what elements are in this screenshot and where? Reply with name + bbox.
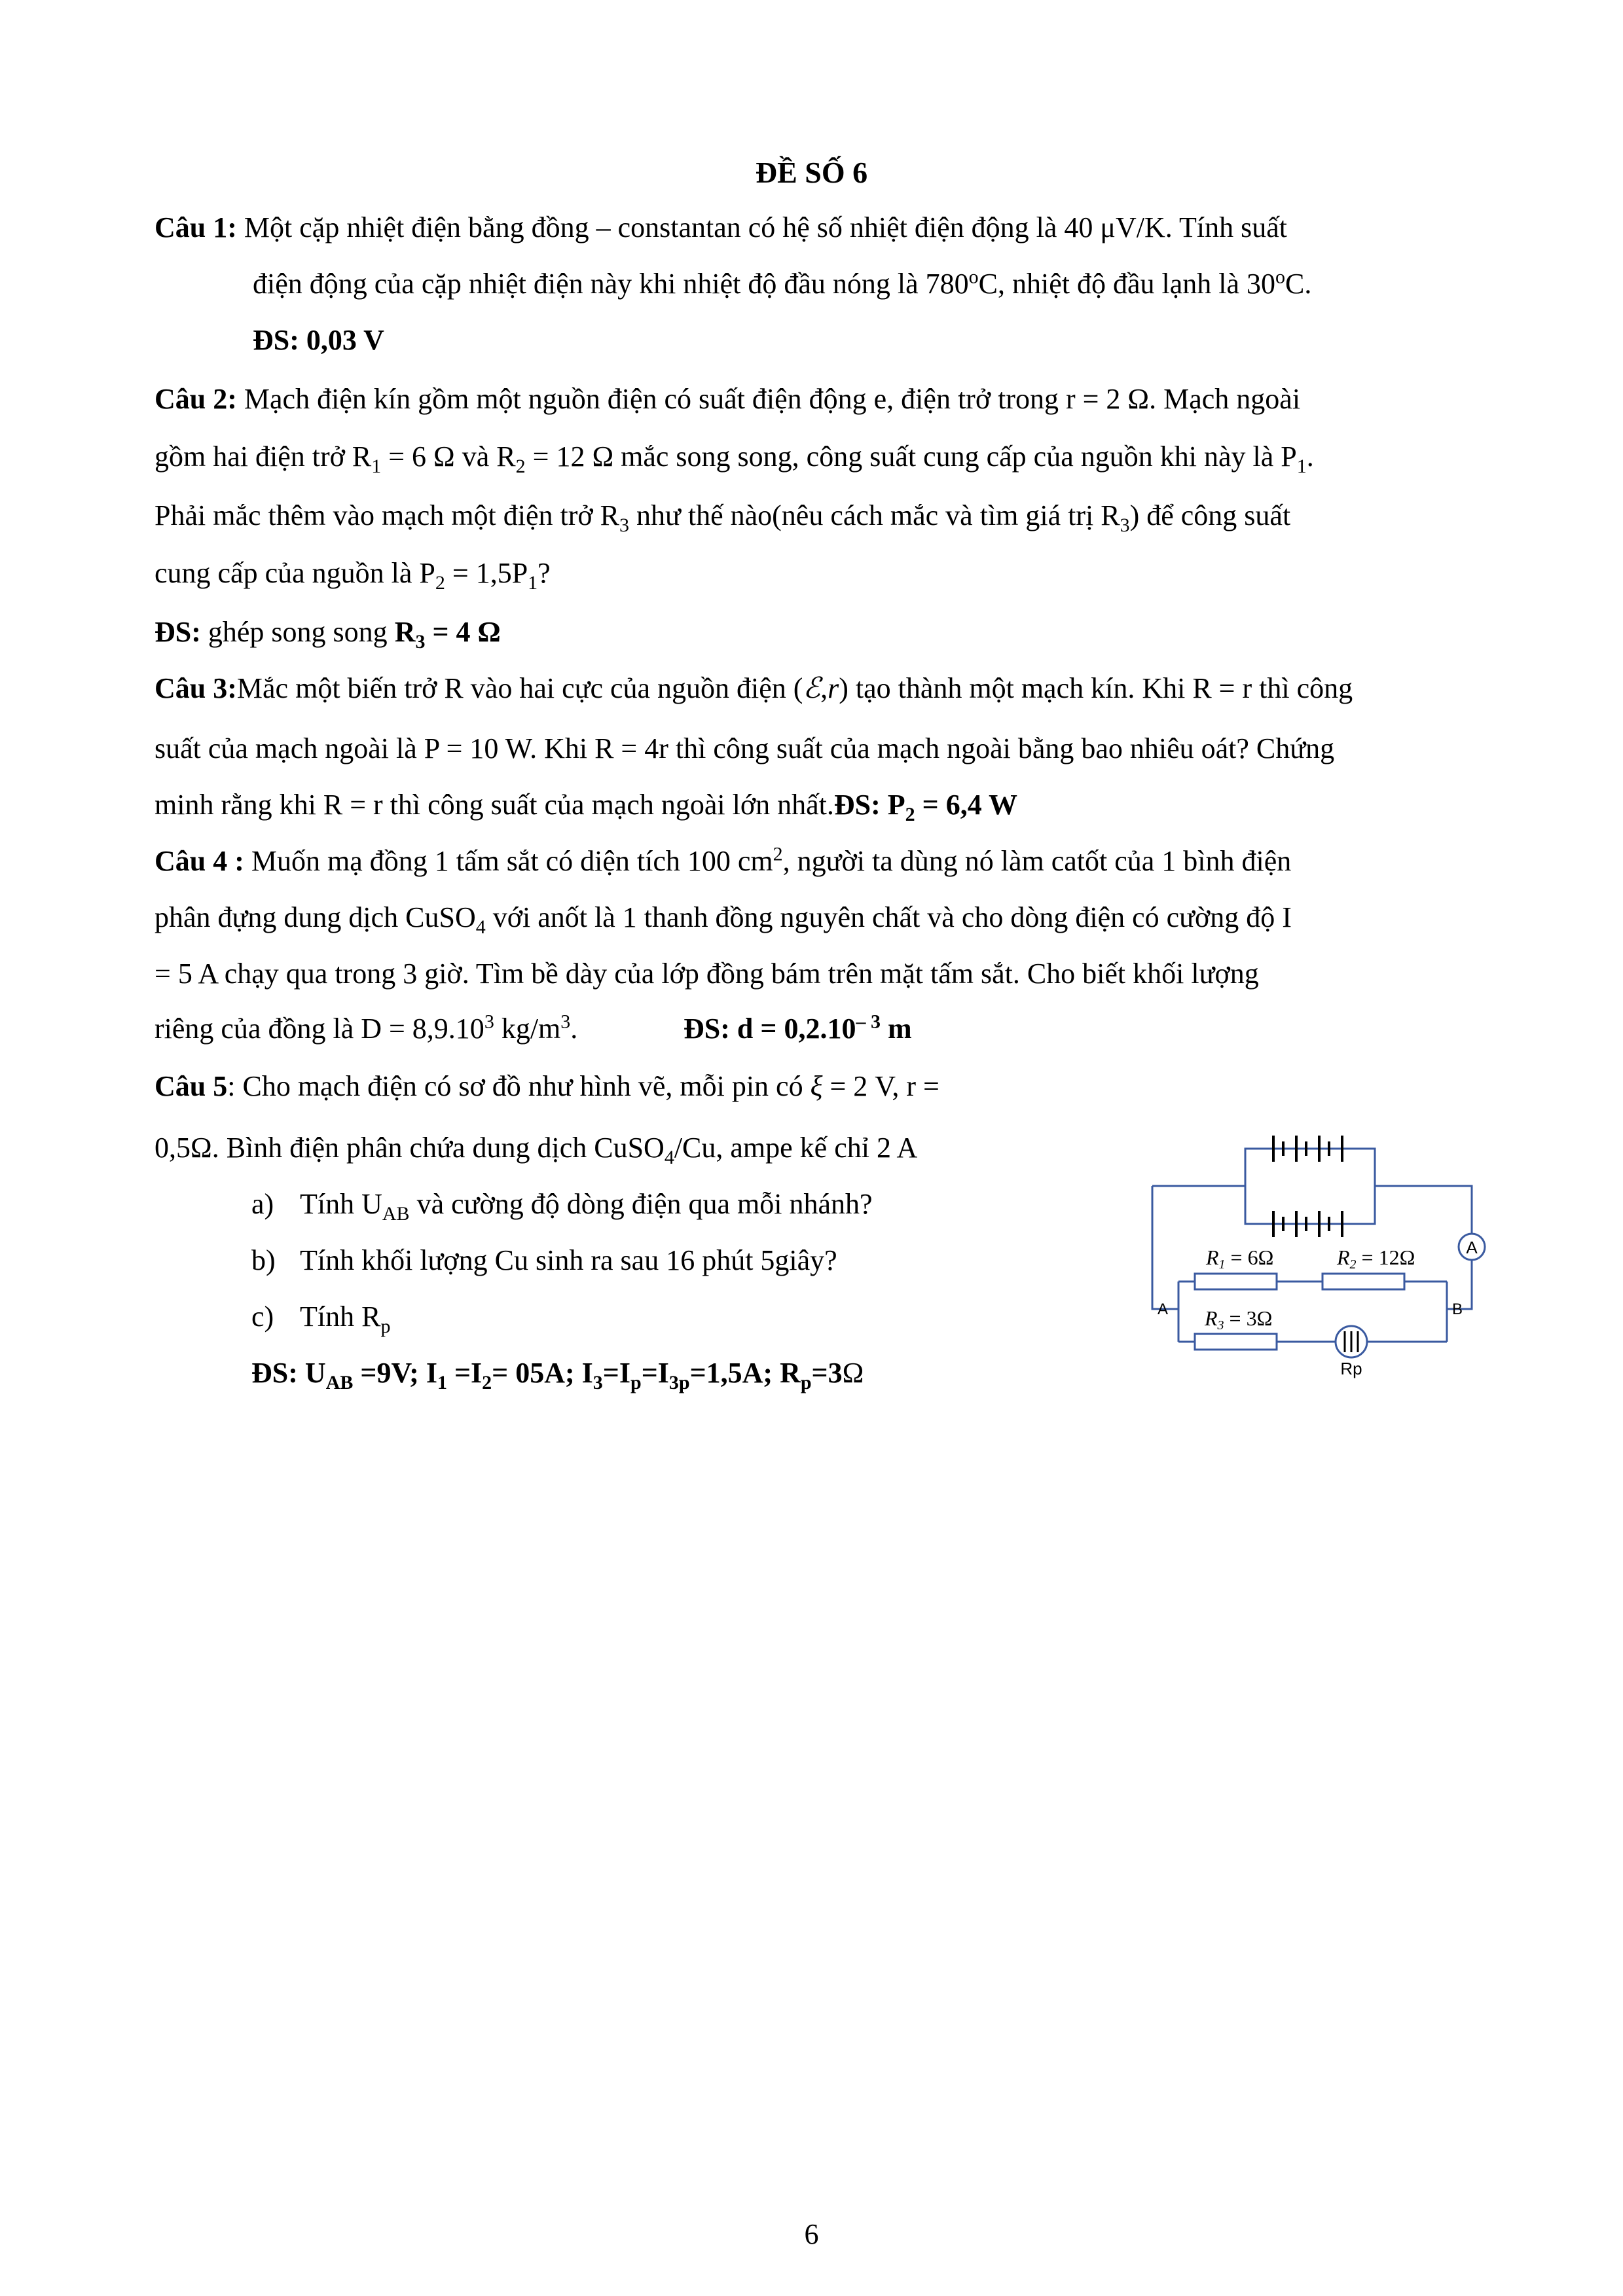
question-3-line-2: suất của mạch ngoài là P = 10 W. Khi R = 4r thì công suất của mạch ngoài bằng bao nhiêu oát? Chứng xyxy=(155,732,1335,764)
question-5b-text: Tính khối lượng Cu sinh ra sau 16 phút 5giây? xyxy=(300,1244,837,1276)
r2-label: R2 = 12Ω xyxy=(1337,1246,1415,1272)
resistor-r1 xyxy=(1195,1274,1277,1289)
question-4-line-4: riêng của đồng là $D = 8,9.10^3$ $kg/m^3$. xyxy=(155,1011,578,1045)
r3-label: R3 = 3Ω xyxy=(1205,1306,1273,1333)
question-2-answer: ĐS: ghép song song $R_3 = 4$ Ω xyxy=(155,616,501,653)
battery-bank-bottom xyxy=(1264,1211,1355,1237)
question-5-line-1: Câu 5: Cho mạch điện có sơ đồ như hình vẽ, mỗi pin có ξ = 2 V, r = xyxy=(155,1070,939,1102)
question-5a-label: a) xyxy=(251,1188,274,1220)
question-3-line-3: minh rằng khi R = r thì công suất của mạch ngoài lớn nhất.ĐS: $P_2 = 6,4$ W xyxy=(155,789,1017,825)
question-4-answer: ĐS: $d = 0,2.10^{- 3}$ m xyxy=(684,1011,912,1045)
question-5c-label: c) xyxy=(251,1300,274,1333)
question-4-line-1: Câu 4 : Muốn mạ đồng 1 tấm sắt có diện tích 100 $cm^2$, người ta dùng nó làm catốt của 1 bình điện xyxy=(155,843,1292,877)
node-a-label: A xyxy=(1158,1300,1169,1318)
question-1-line-2: điện động của cặp nhiệt điện này khi nhiệt độ đầu nóng là 780$^o$C, nhiệt độ đầu lạnh là 30$^o$C. xyxy=(253,266,1312,300)
question-5-answer: ĐS: $U_{AB} =9V$; $I_1 =I_2= 05A$; $I_3=I_p=I_{3p}=1,5A$; $R_p=3\Omega$ xyxy=(251,1357,864,1393)
emf-symbol: ℰ xyxy=(803,672,821,704)
question-1-answer: ĐS: 0,03 V xyxy=(253,324,384,356)
question-2-line-2: gồm hai điện trở $R_1 = 6$ Ω và $R_2 = 12$ Ω mắc song song, công suất cung cấp của nguồn khi này là $P_1$. xyxy=(155,440,1314,477)
question-2-line-3: Phải mắc thêm vào mạch một điện trở $R_3$ như thế nào(nêu cách mắc và tìm giá trị $R_3$) để công suất xyxy=(155,499,1291,536)
resistor-r3 xyxy=(1195,1334,1277,1350)
node-b-label: B xyxy=(1452,1300,1463,1318)
question-3-line-1: Câu 3:Mắc một biến trở R vào hai cực của nguồn điện (ℰ,r) tạo thành một mạch kín. Khi R = r thì công xyxy=(155,672,1353,704)
question-2-line-1: Câu 2: Mạch điện kín gồm một nguồn điện có suất điện động e, điện trở trong r = 2 Ω. Mạch ngoài xyxy=(155,383,1301,415)
page-title: ĐỀ SỐ 6 xyxy=(755,156,868,189)
question-4-line-3: = 5 A chạy qua trong 3 giờ. Tìm bề dày của lớp đồng bám trên mặt tấm sắt. Cho biết khối lượng xyxy=(155,958,1259,990)
circuit-diagram xyxy=(1139,1113,1506,1401)
xi-symbol: ξ xyxy=(810,1070,823,1102)
question-4-line-2: phân đựng dung dịch CuSO$_4$ với anốt là 1 thanh đồng nguyên chất và cho dòng điện có cường độ I xyxy=(155,901,1292,938)
electrolytic-cell-label: Rp xyxy=(1340,1359,1362,1378)
page-number: 6 xyxy=(804,2218,819,2250)
question-3-label: Câu 3: xyxy=(155,672,237,704)
question-2-label: Câu 2: xyxy=(155,383,237,415)
question-5-label: Câu 5 xyxy=(155,1070,228,1102)
r1-label: R1 = 6Ω xyxy=(1206,1246,1274,1272)
question-5-line-2: 0,5Ω. Bình điện phân chứa dung dịch CuSO$_4$/Cu, ampe kế chỉ 2 A xyxy=(155,1132,918,1168)
question-5a-text: Tính $U_{AB}$ và cường độ dòng điện qua mỗi nhánh? xyxy=(300,1188,873,1225)
ammeter-label: A xyxy=(1466,1238,1478,1257)
question-1-label: Câu 1: xyxy=(155,211,237,243)
resistor-r2 xyxy=(1322,1274,1404,1289)
circuit-wires xyxy=(1152,1149,1472,1342)
question-5c-text: Tính $R_p$ xyxy=(300,1300,391,1337)
battery-bank-top xyxy=(1264,1136,1355,1162)
question-4-label: Câu 4 : xyxy=(155,845,244,877)
question-1-line-1: Câu 1: Một cặp nhiệt điện bằng đồng – constantan có hệ số nhiệt điện động là 40 μV/K. Tính suất xyxy=(155,211,1287,243)
question-2-line-4: cung cấp của nguồn là $P_2 = 1,5P_1$? xyxy=(155,557,551,594)
question-5b-label: b) xyxy=(251,1244,276,1276)
